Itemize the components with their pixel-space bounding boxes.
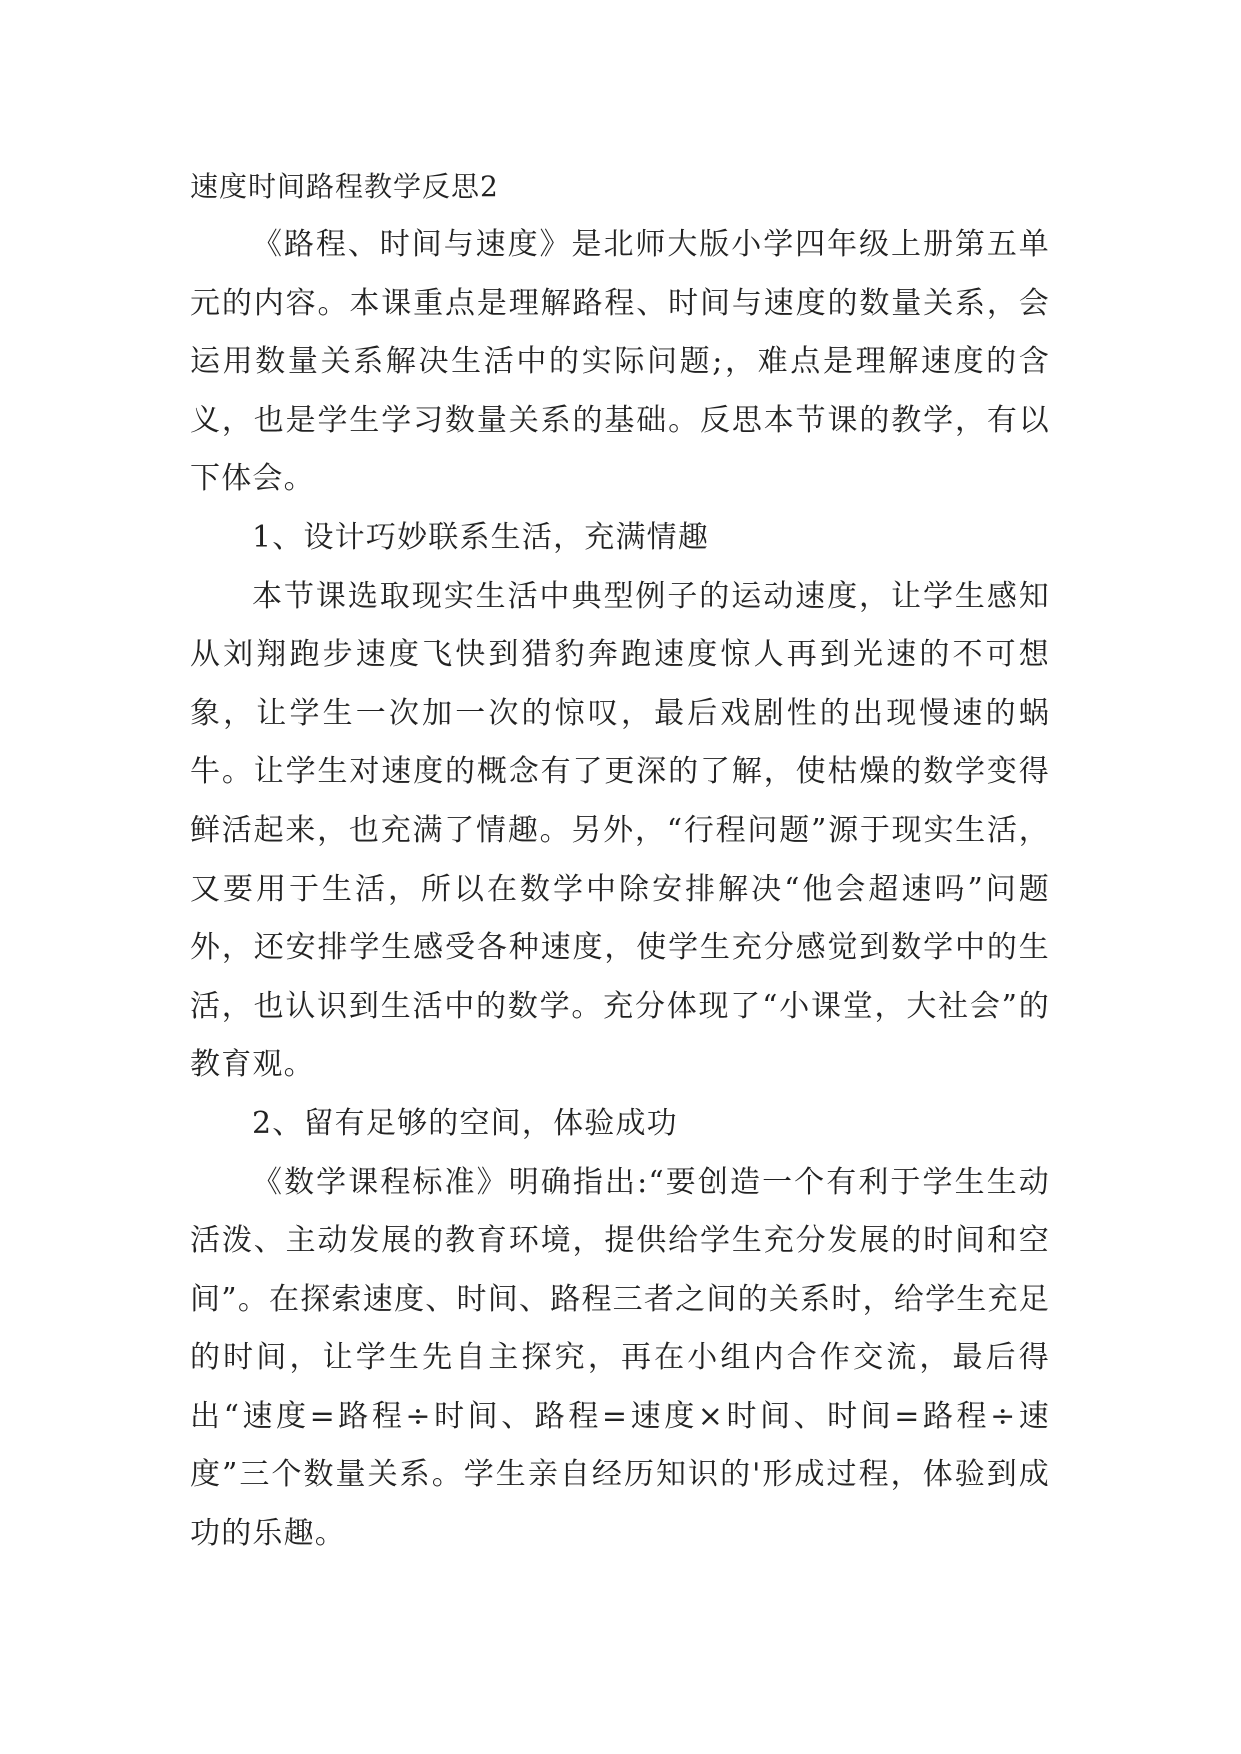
document-title: 速度时间路程教学反思2 [190, 170, 499, 203]
section-heading-2: 2、留有足够的空间，体验成功 [252, 1105, 678, 1141]
paragraph-intro: 《路程、时间与速度》是北师大版小学四年级上册第五单元的内容。本课重点是理解路程、时间与速度的数量关系，会运用数量关系解决生活中的实际问题;，难点是理解速度的含义，也是学生学习数量关系的基础。反思本节课的教学，有以下体会。 [190, 227, 1050, 497]
section-heading-1: 1、设计巧妙联系生活，充满情趣 [252, 519, 710, 555]
paragraph-section-2: 《数学课程标准》明确指出:“要创造一个有利于学生生动活泼、主动发展的教育环境，提供给学生充分发展的时间和空间”。在探索速度、时间、路程三者之间的关系时，给学生充足的时间，让学生先自主探究，再在小组内合作交流，最后得出“速度=路程÷时间、路程=速度×时间、时间=路程÷速度”三个数量关系。学生亲自经历知识的'形成过程，体验到成功的乐趣。 [190, 1164, 1050, 1552]
document-page [190, 158, 1050, 1564]
paragraph-section-1: 本节课选取现实生活中典型例子的运动速度，让学生感知从刘翔跑步速度飞快到猎豹奔跑速度惊人再到光速的不可想象，让学生一次加一次的惊叹，最后戏剧性的出现慢速的蜗牛。让学生对速度的概念有了更深的了解，使枯燥的数学变得鲜活起来，也充满了情趣。另外，“行程问题”源于现实生活，又要用于生活，所以在数学中除安排解决“他会超速吗”问题外，还安排学生感受各种速度，使学生充分感觉到数学中的生活，也认识到生活中的数学。充分体现了“小课堂，大社会”的教育观。 [190, 578, 1050, 1083]
